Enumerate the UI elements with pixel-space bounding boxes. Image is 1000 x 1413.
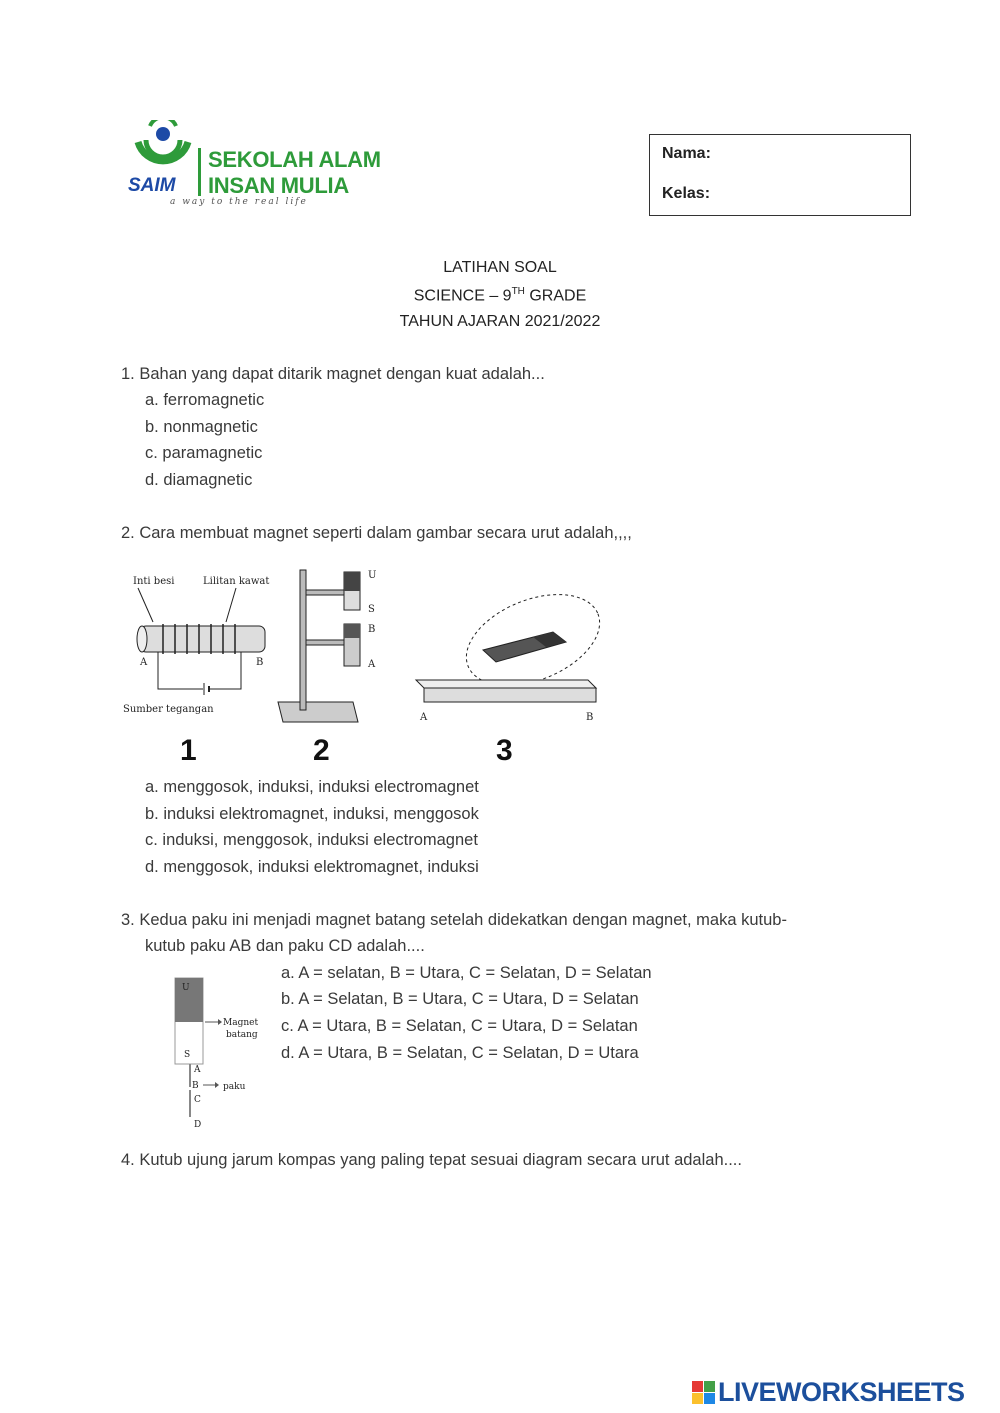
label-nail-a: A — [194, 1065, 201, 1075]
label-magnet-line2: batang — [226, 1030, 258, 1040]
class-label: Kelas: — [662, 185, 711, 202]
q2-figure — [118, 562, 618, 772]
q2-option-d[interactable]: d. menggosok, induksi elektromagnet, induksi — [145, 858, 479, 876]
q3-option-b[interactable]: b. A = Selatan, B = Utara, C = Utara, D = Selatan — [281, 990, 639, 1008]
fig-number-1: 1 — [180, 734, 197, 767]
school-name-line1: SEKOLAH ALAM — [208, 147, 381, 172]
liveworksheets-brand — [692, 1377, 992, 1407]
q1-option-a[interactable]: a. ferromagnetic — [145, 391, 265, 409]
induction-stand-diagram — [278, 570, 376, 767]
logo-divider — [198, 148, 201, 196]
label-nail-d: D — [194, 1120, 202, 1130]
student-info-box — [649, 134, 911, 216]
label-core: Inti besi — [133, 576, 175, 587]
school-tagline: a way to the real life — [170, 197, 308, 207]
q3-option-c[interactable]: c. A = Utara, B = Selatan, C = Utara, D = Selatan — [281, 1017, 638, 1035]
electromagnet-diagram — [123, 576, 269, 767]
logo-abbrev: SAIM — [128, 175, 176, 196]
name-label: Nama: — [662, 145, 711, 162]
school-logo — [125, 120, 395, 215]
q2-option-b[interactable]: b. induksi elektromagnet, induksi, menggosok — [145, 805, 479, 823]
label-fig1-b: B — [256, 657, 264, 668]
label-fig2-s: S — [368, 604, 375, 615]
subject-sup: TH — [511, 286, 525, 297]
label-coil: Lilitan kawat — [203, 576, 270, 587]
label-fig3-a: A — [420, 712, 428, 723]
q2-option-a[interactable]: a. menggosok, induksi, induksi electromagnet — [145, 778, 479, 796]
label-fig1-a: A — [140, 657, 148, 668]
liveworksheets-text: LIVEWORKSHEETS — [718, 1377, 965, 1407]
fig-number-2: 2 — [313, 734, 330, 767]
q1-option-d[interactable]: d. diamagnetic — [145, 471, 253, 489]
label-nail-b: B — [192, 1081, 199, 1091]
label-fig2-b: B — [368, 624, 376, 635]
doc-title: LATIHAN SOAL — [443, 259, 557, 276]
saim-emblem-icon — [130, 120, 205, 180]
school-name-line2: INSAN MULIA — [208, 173, 349, 198]
label-nail: paku — [223, 1082, 246, 1092]
question-2-text: 2. Cara membuat magnet seperti dalam gambar secara urut adalah,,,, — [121, 524, 632, 542]
doc-year: TAHUN AJARAN 2021/2022 — [399, 313, 601, 330]
q3-option-a[interactable]: a. A = selatan, B = Utara, C = Selatan, D = Selatan — [281, 964, 652, 982]
stroking-diagram — [416, 577, 613, 767]
q3-figure — [160, 972, 270, 1132]
label-fig2-u: U — [368, 570, 377, 581]
q2-option-c[interactable]: c. induksi, menggosok, induksi electromagnet — [145, 831, 478, 849]
question-3-text-line1: 3. Kedua paku ini menjadi magnet batang setelah didekatkan dengan magnet, maka kutub- — [121, 911, 787, 929]
doc-subject — [0, 286, 1000, 305]
question-4-text: 4. Kutub ujung jarum kompas yang paling tepat sesuai diagram secara urut adalah.... — [121, 1151, 742, 1169]
subject-suffix: GRADE — [524, 287, 587, 305]
q1-option-c[interactable]: c. paramagnetic — [145, 444, 263, 462]
fig-number-3: 3 — [496, 734, 513, 767]
q1-option-b[interactable]: b. nonmagnetic — [145, 418, 258, 436]
label-fig2-a: A — [368, 659, 376, 670]
question-3-text-line2: kutub paku AB dan paku CD adalah.... — [145, 937, 425, 955]
liveworksheets-logo-icon — [692, 1381, 716, 1405]
label-fig-q3-u: U — [182, 983, 190, 993]
subject-prefix: SCIENCE – 9 — [413, 287, 512, 305]
label-nail-c: C — [194, 1095, 201, 1105]
label-magnet-line1: Magnet — [223, 1018, 259, 1028]
label-source: Sumber tegangan — [123, 704, 214, 715]
q3-option-d[interactable]: d. A = Utara, B = Selatan, C = Selatan, D = Utara — [281, 1044, 639, 1062]
question-1-text: 1. Bahan yang dapat ditarik magnet dengan kuat adalah... — [121, 365, 545, 383]
label-fig3-b: B — [586, 712, 594, 723]
label-fig-q3-s: S — [184, 1050, 191, 1060]
